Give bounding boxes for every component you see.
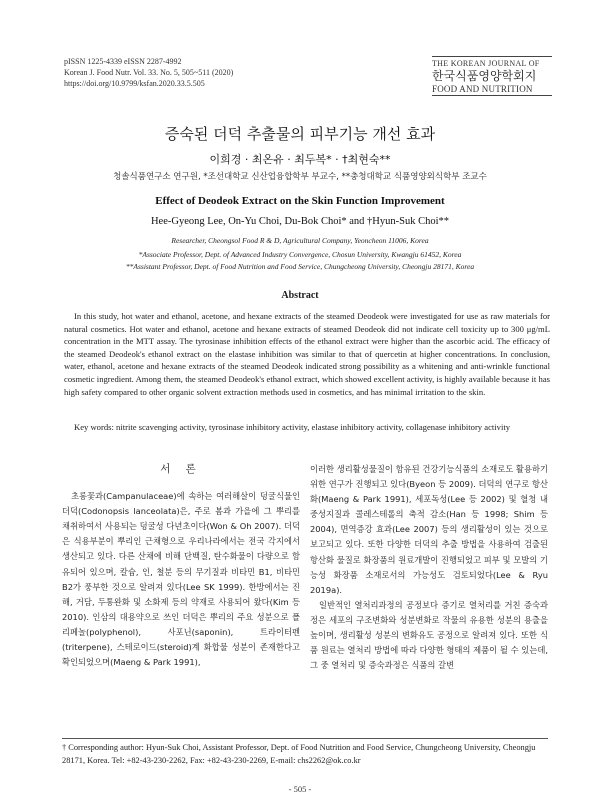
keywords: Key words: nitrite scavenging activity, tyrosinase inhibitory activity, elastase inhibitory activity, collagenase inhibitory activity [74,422,511,432]
journal-name-en-bottom: FOOD AND NUTRITION [432,84,552,96]
publication-meta [64,56,233,89]
intro-paragraph-1: 초롱꽃과(Campanulaceae)에 속하는 여러해살이 덩굴식물인 더덕(Codonopsis lanceolata)은, 주로 봄과 가을에 그 뿌리를 채취하여서 사용되는 덩굴성 다년초이다(Won & Oh 2007). 더덕은 식용부분이 뿌리인 근채형으로 우리나라에서는 전국 각지에서 생산되고 있다. 다른 산채에 비해 단백질, 탄수화물이 다량으로 함유되어 있으며, 칼슘, 인, 철분 등의 무기질과 비타민 B1, 비타민 B2가 풍부한 것으로 알려져 있다(Lee SK 1999). 한방에서는 진해, 거담, 두통완화 및 소화제 등의 약재로 사용되어 왔다(Kim 등 2010). 인삼의 대용약으로 쓰인 더덕은 뿌리의 주요 성분으로 폴리페놀(polyphenol), 사포닌(saponin), 트라이터펜(triterpene), 스테로이드(steroid)계 화합물 성분이 존재한다고 확인되었으며(Maeng & Park 1991), [62,491,300,668]
issn-line: pISSN 1225-4339 eISSN 2287-4992 [64,57,182,66]
journal-name-ko: 한국식품영양학회지 [432,69,537,83]
authors-english: Hee-Gyeong Lee, On-Yu Choi, Du-Bok Choi* and †Hyun-Suk Choi** [150,216,450,227]
body-column-left [62,462,300,670]
corresponding-author-footnote: † Corresponding author: Hyun-Suk Choi, Assistant Professor, Dept. of Food Nutrition and Food Service, Chungcheong University, Cheongju 28171, Korea. Tel: +82-43-230-2262, Fax: +82-43-230-2269, E-mail: chs2262@ok.co.kr [62,743,536,765]
abstract-body: In this study, hot water and ethanol, acetone, and hexane extracts of the steamed Deodeok were investigated for use as raw materials for natural cosmetics. Hot water and ethanol, acetone and hexane extracts of steamed Deodeok did not indicate cell toxicity up to 300 μg/mL concentration in the MTT assay. The tyrosinase inhibition effects of the ethanol extract were higher than the ascorbic acid. The efficacy of the steamed Deodeok's ethanol extract on the elastase inhibition was similar to that of quercetin at higher concentrations. In conclusion, water, ethanol, acetone and hexane extracts of the steamed Deodeok indicated strong possibility as a whitening and anti-wrinkle functional cosmetic ingredient. Among them, the steamed Deodeok's ethanol extract, which showed excellent activity, is highly available because it has high safety compared to other organic solvent extraction methods used in cosmetics, and has minimal irritation to the skin. [64,311,550,397]
journal-logo [432,56,552,96]
abstract-heading: Abstract [281,290,319,301]
affiliation-english-1: Researcher, Cheongsol Food R & D, Agricultural Company, Yeoncheon 11006, Korea [171,236,429,245]
journal-name-en-top: THE KOREAN JOURNAL OF [432,56,552,68]
affiliation-korean: 청솔식품연구소 연구원, *조선대학교 신산업융합학부 부교수, **충청대학교 식품영양외식학부 조교수 [113,172,487,182]
doi-link[interactable]: https://doi.org/10.9799/ksfan.2020.33.5.505 [64,79,205,88]
affiliation-english-3: **Assistant Professor, Dept. of Food Nutrition and Food Service, Chungcheong University, Cheongju 28171, Korea [125,262,475,271]
intro-paragraph-2: 이러한 생리활성물질이 함유된 건강기능식품의 소재로도 활용하기 위한 연구가 진행되고 있다(Byeon 등 2009). 더덕의 연구로 항산화(Maeng & Park 1991), 세포독성(Lee 등 2002) 및 혈청 내 중성지질과 콜레스테롤의 축적 감소(Han 등 1998; Shim 등 2004), 면역증강 효과(Lee 2007) 등의 생리활성이 있는 것으로 보고되고 있다. 또한 다양한 더덕의 추출 방법을 사용하여 검출된 항산화 물질로 화장품의 원료개발이 진행되었고 피부 및 모발의 기능성 화장품 소재로서의 가능성도 검토되었다(Lee & Ryu 2019a). [310,464,548,595]
affiliation-english-2: *Associate Professor, Dept. of Advanced Industry Convergence, Chosun University, Kwangju 61452, Korea [138,250,462,259]
body-column-right [310,462,548,673]
intro-paragraph-3: 일반적인 열처리과정의 공정보다 증기로 열처리를 거친 증숙과정은 세포의 구조변화와 성분변화로 작물의 유용한 성분의 용출을 높이며, 생리활성 성분의 변화유도 공정으로 알려져 있다. 또한 식품 원료는 열처리 방법에 따라 다양한 형태의 제품이 될 수 있는데, 그 중 열처리 및 증숙과정은 식품의 갈변 [310,599,548,671]
section-heading-introduction: 서 론 [160,463,202,475]
authors-korean: 이희경 · 최온유 · 최두복* · †최현숙** [209,153,391,166]
title-english: Effect of Deodeok Extract on the Skin Function Improvement [155,195,445,207]
footnote-divider [62,738,548,739]
page-number: - 505 - [288,784,312,794]
citation-line: Korean J. Food Nutr. Vol. 33. No. 5, 505~511 (2020) [64,68,234,77]
title-korean: 증숙된 더덕 추출물의 피부기능 개선 효과 [164,125,436,143]
